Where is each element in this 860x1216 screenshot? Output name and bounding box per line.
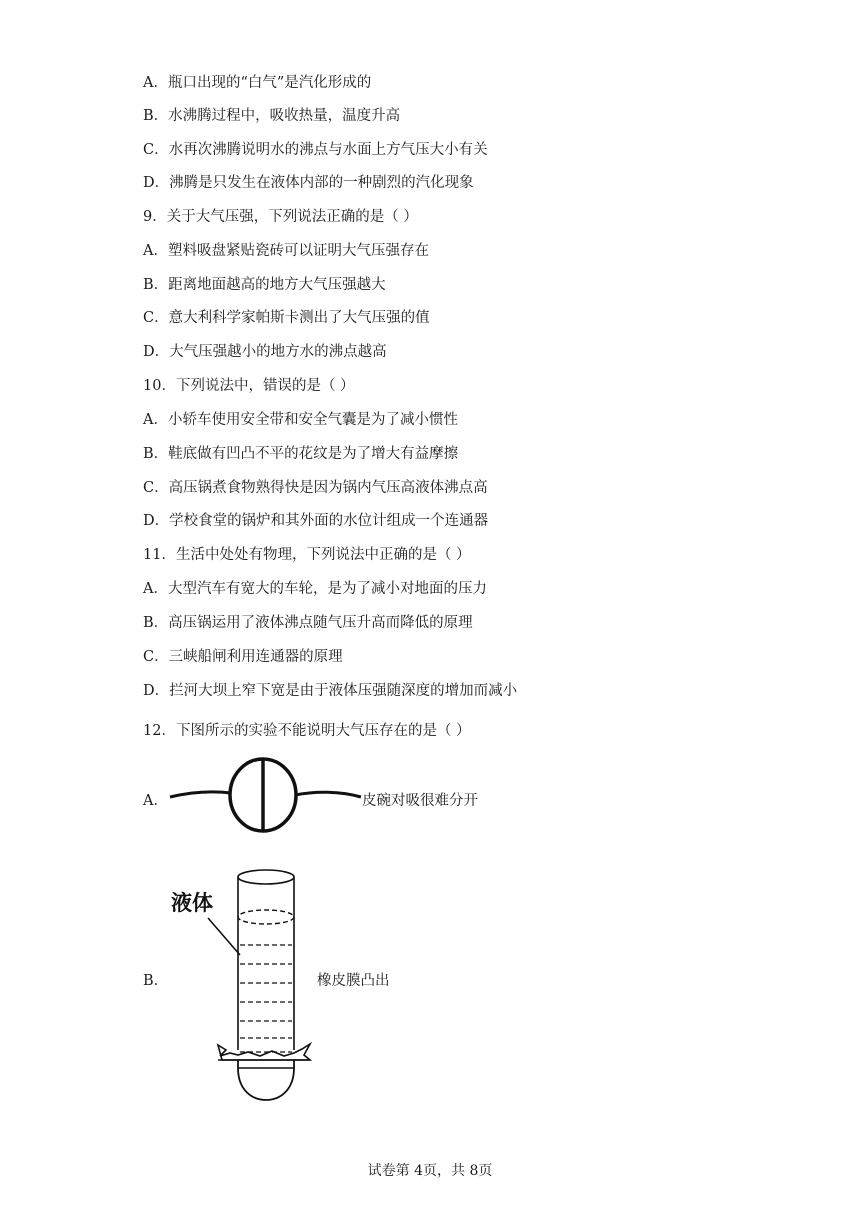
q10-option-b: B．鞋底做有凹凸不平的花纹是为了增大有益摩擦 [143,446,459,462]
q12-option-b-label: B． [143,973,169,989]
q11-stem: 11．生活中处处有物理，下列说法中正确的是（ ） [143,547,471,563]
q9-option-b: B．距离地面越高的地方大气压强越大 [143,277,386,293]
q11-option-d: D．拦河大坝上窄下宽是由于液体压强随深度的增加而减小 [143,683,518,699]
q12-stem: 12．下图所示的实验不能说明大气压存在的是（ ） [143,723,471,739]
q9-option-d: D．大气压强越小的地方水的沸点越高 [143,344,387,360]
suction-cups-figure [165,755,365,835]
q9-stem: 9．关于大气压强，下列说法正确的是（ ） [143,209,418,225]
tube-liquid-label: 液体 [171,891,213,915]
q12-option-b-caption: 橡皮膜凸出 [317,973,390,989]
q8-option-b: B．水沸腾过程中，吸收热量，温度升高 [143,108,401,124]
q12-option-a-caption: 皮碗对吸很难分开 [362,793,478,809]
q12-option-a-label: A． [143,793,168,809]
q9-option-c: C．意大利科学家帕斯卡测出了大气压强的值 [143,310,430,326]
q11-option-b: B．高压锅运用了液体沸点随气压升高而降低的原理 [143,615,473,631]
q11-option-c: C．三峡船闸利用连通器的原理 [143,649,343,665]
q8-option-c: C．水再次沸腾说明水的沸点与水面上方气压大小有关 [143,142,488,158]
q9-option-a: A．塑料吸盘紧贴瓷砖可以证明大气压强存在 [143,243,429,259]
q10-option-d: D．学校食堂的锅炉和其外面的水位计组成一个连通器 [143,513,489,529]
q8-option-d: D．沸腾是只发生在液体内部的一种剧烈的汽化现象 [143,175,474,191]
liquid-tube-figure [168,860,313,1105]
q10-option-c: C．高压锅煮食物熟得快是因为锅内气压高液体沸点高 [143,480,488,496]
page-footer: 试卷第 4页，共 8页 [367,1163,493,1179]
q10-stem: 10．下列说法中，错误的是（ ） [143,378,355,394]
q8-option-a: A．瓶口出现的“白气”是汽化形成的 [143,75,372,91]
q11-option-a: A．大型汽车有宽大的车轮，是为了减小对地面的压力 [143,581,487,597]
q10-option-a: A．小轿车使用安全带和安全气囊是为了减小惯性 [143,412,458,428]
